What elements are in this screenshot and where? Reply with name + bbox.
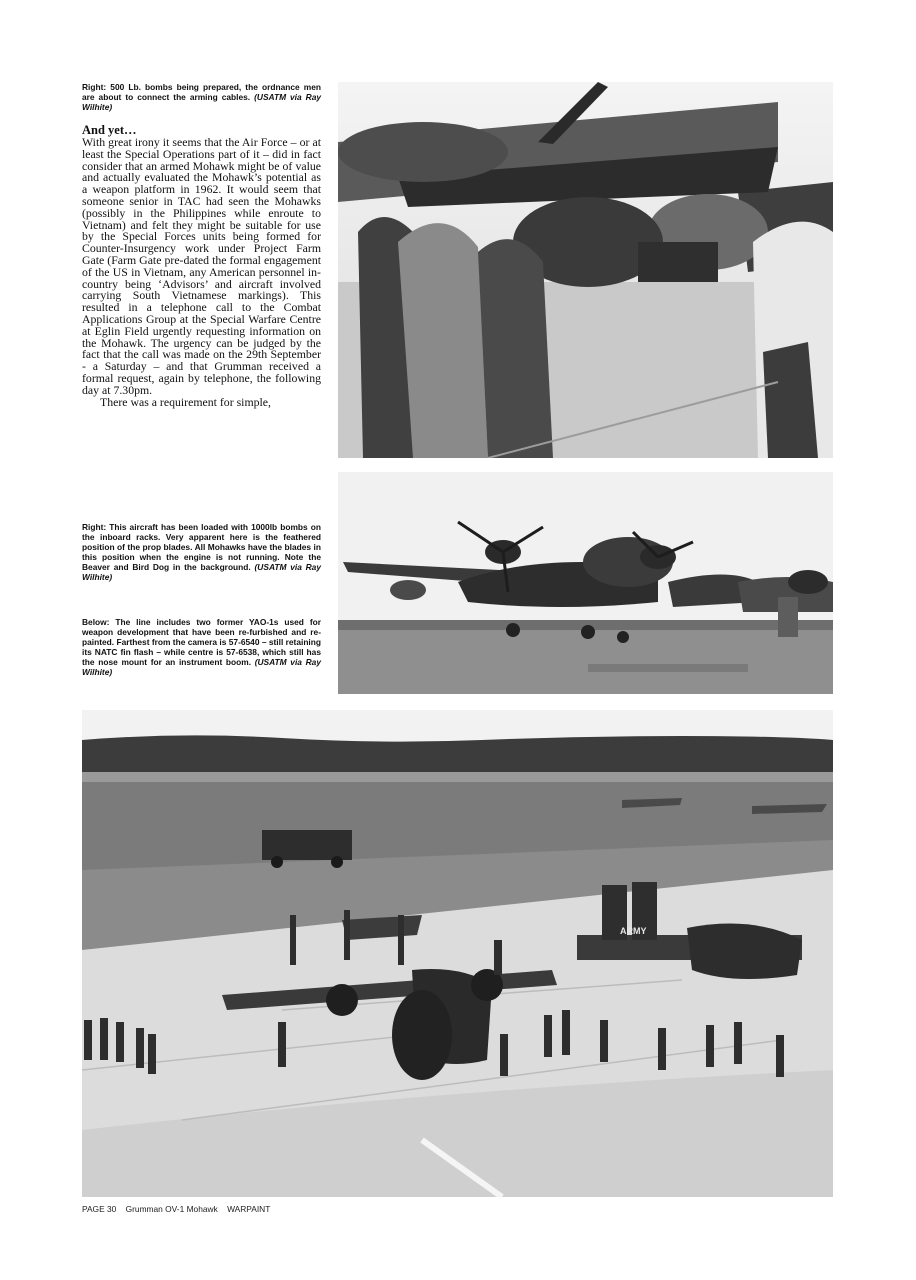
photo-bombs-closeup [338,82,833,458]
caption-yao1-line [82,617,321,677]
caption-text: Below: The line includes two former YAO-1s used for weapon development that have been re-furbished and re-painted. Farthest from the camera is 57-6540 – still retaining its NATC fin flash – while centre is 57-6538, which still has the nose mount for an instrument boom. [82,617,321,667]
photo-bombs-closeup-image [338,82,833,458]
publication-name: WARPAINT [227,1204,271,1214]
page-footer [82,1204,270,1214]
page-number: PAGE 30 [82,1204,117,1214]
paragraph: There was a requirement for simple, [100,394,271,409]
caption-text: Right: 500 Lb. bombs being prepared, the ordnance men are about to connect the arming cables. [82,82,321,102]
tail-marking: ARMY [620,926,647,936]
photo-line-of-aircraft [338,472,833,694]
book-title: Grumman OV-1 Mohawk [125,1204,218,1214]
photo-line-of-aircraft-image [338,472,833,694]
caption-credit: (USATM via Ray Wilhite) [82,562,322,582]
caption-credit: (USATM via Ray Wilhite) [82,92,322,112]
paragraph: With great irony it seems that the Air Force – or at least the Special Operations part of it – did in fact consider that an armed Mohawk might be of value and actually evaluated the Mohawk’s potential as a weapon platform in 1962. It would seem that someone senior in TAC had seen the Mohawks (possibly in the Philippines while enroute to Vietnam) and felt they might be suitable for use by the Special Forces units being formed for Counter-Insurgency work under Project Farm Gate (Farm Gate pre-dated the formal engagement of the US in Vietnam, any American personnel in-country being ‘Advisors’ and aircraft involved carrying South Vietnamese markings). This resulted in a telephone call to the Combat Applications Group at the Special Warfare Centre at Eglin Field urgently requesting information on the Mohawk. The urgency can be judged by the fact that the call was made on the 29th September - a Saturday – and that Grumman received a formal request, again by telephone, the following day at 7.30pm. [82,135,321,397]
caption-credit: (USATM via Ray Wilhite) [82,657,321,677]
caption-1000lb-bombs [82,522,321,582]
caption-text: Right: This aircraft has been loaded with 1000lb bombs on the inboard racks. Very apparent here is the feathered position of the prop blades. All Mohawks have the blades in this position when the engine is not running. Note the Beaver and Bird Dog in the background. [82,522,321,572]
caption-bombs-prepared [82,82,321,112]
photo-flight-line-image [82,710,833,1197]
section-heading: And yet… [82,123,137,137]
photo-flight-line [82,710,833,1197]
article-body [82,137,321,408]
